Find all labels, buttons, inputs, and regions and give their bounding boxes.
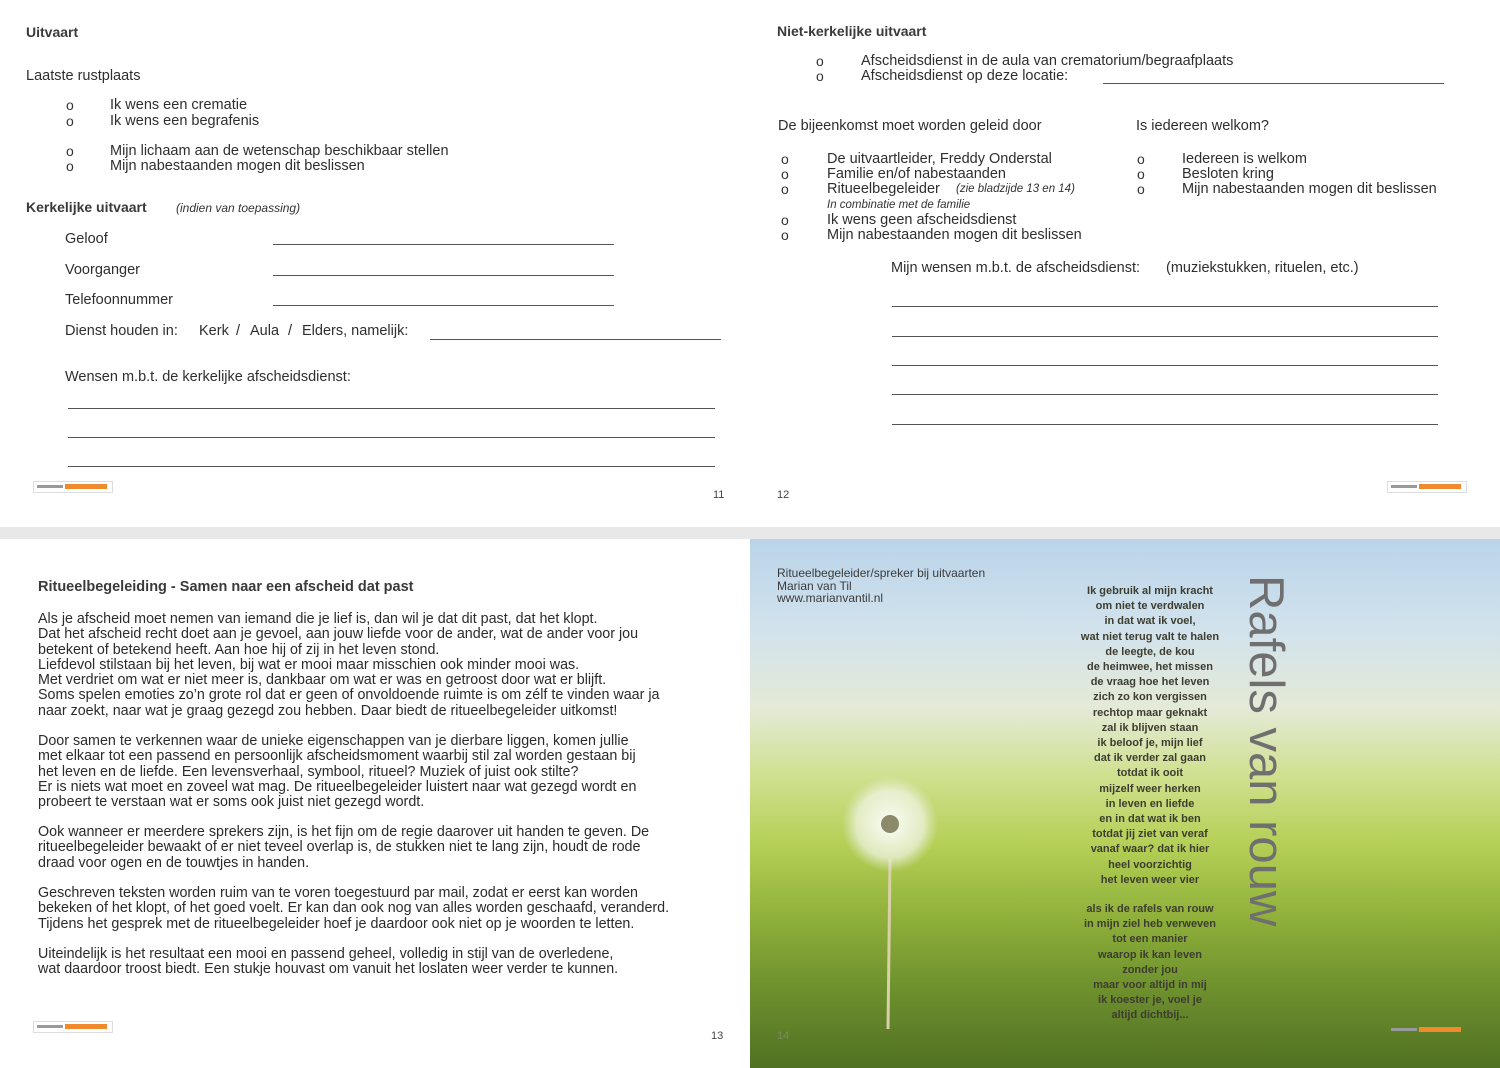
poem-line: heel voorzichtig [1108,858,1192,871]
voorganger-label: Voorganger [65,262,140,278]
poem-line: ik koester je, voel je [1098,994,1202,1007]
option-crematie: Ik wens een crematie [110,97,248,113]
text-line: Er is niets wat moet en zoveel wat mag. De ritueelbegeleider luistert naar wat gezegd wordt en [38,778,637,795]
option-begrafenis: Ik wens een begrafenis [110,113,260,129]
poem-stanza-2 [1070,902,1230,1024]
text-line: Liefdevol stilstaan bij het leven, bij wat er mooi maar misschien ook minder mooi was. [38,656,580,673]
poem-line: tot een manier [1112,933,1188,946]
geloof-field[interactable] [273,244,614,245]
text-line: Met verdriet om wat er niet meer is, dankbaar om wat er was en getroost door wat er blijft. [38,672,607,689]
wensen-line[interactable] [68,408,715,409]
option-bullet[interactable]: o [66,113,74,129]
wensen-line[interactable] [892,365,1438,366]
text-line: Als je afscheid moet nemen van iemand die je lief is, dan wil je dat dit past, dat het klopt. [38,611,598,627]
kerk-title: Kerkelijke uitvaart [26,199,147,215]
dienst-elders[interactable]: Elders, namelijk: [302,323,409,339]
poem-line: waarop ik kan leven [1098,948,1202,961]
text-line: met elkaar tot een passend en persoonlijk afscheidsmoment waarbij stil zal worden gestaan bij [38,748,636,765]
text-line: draad voor ogen en de touwtjes in handen. [38,854,310,871]
poem-line: maar voor altijd in mij [1093,979,1207,992]
poem-stanza-1 [1070,584,1230,888]
text-line: Soms spelen emoties zo’n grote rol dat er geen of onvoldoende ruimte is om zélf te vinden waar ja [38,687,660,704]
text-line: Geschreven teksten worden ruim van te voren toegestuurd par mail, zodat er eerst kan worden [38,885,638,901]
poem-line: altijd dichtbij... [1111,1009,1189,1022]
option-ritueelbegeleider: Ritueelbegeleider [827,181,940,197]
brand-logo [1387,481,1467,493]
poem-line: en in dat wat ik ben [1099,813,1201,826]
page-11 [0,0,750,527]
poem-line: wat niet terug valt te halen [1080,630,1220,643]
geleid-label: De bijeenkomst moet worden geleid door [778,118,1042,134]
option-bullet[interactable]: o [1137,151,1145,167]
option-familie: Familie en/of nabestaanden [827,166,1006,182]
wensen-line[interactable] [892,394,1438,395]
option-bullet[interactable]: o [66,143,74,159]
option-bullet[interactable]: o [781,212,789,228]
option-bullet[interactable]: o [66,97,74,113]
geloof-label: Geloof [65,231,108,247]
text-line: Uiteindelijk is het resultaat een mooi en passend geheel, volledig in stijl van de overledene, [38,946,614,962]
poem-title-vertical [1236,575,1296,975]
poem-line: zal ik blijven staan [1101,721,1199,734]
poem-line: de vraag hoe het leven [1090,676,1210,689]
wensen-line[interactable] [68,437,715,438]
text-line: naar zoekt, naar wat je graag gezegd zou hebben. Daar biedt de ritueelbegeleider uitkomst! [38,702,618,719]
option-geen-dienst: Ik wens geen afscheidsdienst [827,212,1017,228]
option-bullet[interactable]: o [816,53,824,69]
poem-line: vanaf waar? dat ik hier [1090,843,1210,856]
option-iedereen: Iedereen is welkom [1182,151,1307,167]
dienst-aula[interactable]: Aula [250,323,280,339]
poem-line: mijzelf weer herken [1099,782,1201,795]
text-line: Ook wanneer er meerdere sprekers zijn, is het fijn om de regie daarover uit handen te geven. De [38,824,650,840]
text-line: bekeken of het klopt, of het goed voelt. Er kan dan ook nog van alles worden geschaafd, veranderd. [38,900,670,917]
paragraph-2 [38,734,738,810]
poem-line: het leven weer vier [1100,873,1200,886]
option-bullet[interactable]: o [781,227,789,243]
page-12 [750,0,1500,527]
option-nabestaanden-welkom: Mijn nabestaanden mogen dit beslissen [1182,181,1437,197]
option-bullet[interactable]: o [1137,166,1145,182]
combinatie-note: In combinatie met de familie [827,199,971,211]
option-bullet[interactable]: o [781,151,789,167]
text-line: Tijdens het gesprek met de ritueelbegeleider hoef je daardoor ook niet op je woorden te letten. [38,915,635,932]
wensen-line[interactable] [892,424,1438,425]
text-line: probeert te verstaan wat er soms ook juist niet gezegd wordt. [38,794,425,811]
page-number: 14 [777,1030,790,1042]
text-line: Door samen te verkennen waar de unieke eigenschappen van je dierbare liggen, komen jullie [38,733,629,749]
wensen-label: Mijn wensen m.b.t. de afscheidsdienst: [891,260,1141,276]
locatie-field[interactable] [1103,83,1444,84]
wensen-line[interactable] [892,336,1438,337]
section-title: Uitvaart [26,24,79,40]
section-title: Niet-kerkelijke uitvaart [777,23,927,39]
wensen-line[interactable] [892,306,1438,307]
brand-logo [1387,1024,1467,1036]
brand-logo [33,481,113,493]
wensen-label: Wensen m.b.t. de kerkelijke afscheidsdienst: [65,369,351,385]
option-bullet[interactable]: o [781,181,789,197]
option-bullet[interactable]: o [781,166,789,182]
kerk-note: (indien van toepassing) [176,201,301,215]
dienst-separator: / [236,323,241,339]
credit-name: Marian van Til [777,578,852,593]
poem-line: in dat wat ik voel, [1104,615,1196,628]
paragraph-5 [38,947,738,978]
dienst-kerk[interactable]: Kerk [199,323,229,339]
option-aula: Afscheidsdienst in de aula van crematorium/begraafplaats [861,53,1234,69]
poem-line: in leven en liefde [1105,797,1195,810]
option-bullet[interactable]: o [1137,181,1145,197]
option-bullet[interactable]: o [66,158,74,174]
dienst-label: Dienst houden in: [65,323,178,339]
page-13 [0,539,750,1068]
poem-line: om niet te verdwalen [1095,600,1205,613]
ritueel-note: (zie bladzijde 13 en 14) [956,183,1075,195]
paragraph-1 [38,612,738,719]
option-besloten: Besloten kring [1182,166,1274,182]
option-bullet[interactable]: o [816,68,824,84]
credit-url[interactable]: www.marianvantil.nl [777,591,884,605]
option-locatie: Afscheidsdienst op deze locatie: [861,68,1069,84]
poem-line: zich zo kon vergissen [1093,691,1207,704]
voorganger-field[interactable] [273,275,614,276]
poem-line: als ik de rafels van rouw [1086,903,1214,915]
page-number: 13 [711,1030,724,1042]
welkom-label: Is iedereen welkom? [1136,118,1269,134]
poem-line: ik beloof je, mijn lief [1097,737,1203,750]
option-nabestaanden: Mijn nabestaanden mogen dit beslissen [827,227,1082,243]
poem-line: zonder jou [1122,963,1178,976]
brand-logo [33,1021,113,1033]
telefoon-label: Telefoonnummer [65,292,173,308]
rustplaats-label: Laatste rustplaats [26,68,141,84]
text-line: betekent of betekend heeft. Aan hoe hij of zij in het leven stond. [38,641,440,658]
elders-field[interactable] [430,339,721,340]
poem-line: rechtop maar geknakt [1092,706,1208,719]
telefoon-field[interactable] [273,305,614,306]
option-wetenschap: Mijn lichaam aan de wetenschap beschikbaar stellen [110,143,449,159]
section-title: Ritueelbegeleiding - Samen naar een afscheid dat past [38,579,414,595]
text-line: ritueelbegeleider bewaakt of er niet teveel overlap is, de stukken niet te lang zijn, houdt de rode [38,839,641,856]
poem-title: Rafels van rouw [1239,575,1293,927]
wensen-line[interactable] [68,466,715,467]
text-line: Dat het afscheid recht doet aan je gevoel, aan jouw liefde voor de ander, wat de ander voor jou [38,626,639,643]
text-line: het leven en de liefde. Een levensverhaal, symbool, ritueel? Muziek of juist ook stilte? [38,763,579,780]
poem-line: in mijn ziel heb verweven [1083,918,1217,931]
poem-line: Ik gebruik al mijn kracht [1087,585,1213,597]
poem-line: totdat ik ooit [1117,767,1183,780]
poem-line: de leegte, de kou [1105,645,1195,658]
paragraph-3 [38,825,738,871]
text-line: wat daardoor troost biedt. Een stukje houvast om vanuit het loslaten weer verder te kunnen. [38,961,619,978]
poem-line: dat ik verder zal gaan [1094,752,1206,765]
wensen-note: (muziekstukken, rituelen, etc.) [1166,260,1359,276]
dienst-separator: / [288,323,293,339]
option-uitvaartleider: De uitvaartleider, Freddy Onderstal [827,151,1052,167]
page-number: 11 [713,489,725,501]
page-number: 12 [777,489,790,501]
poem-line: totdat jij ziet van veraf [1092,828,1208,841]
option-nabestaanden: Mijn nabestaanden mogen dit beslissen [110,158,365,174]
paragraph-4 [38,886,738,932]
poem-line: de heimwee, het missen [1087,661,1213,674]
credit-role: Ritueelbegeleider/spreker bij uitvaarten [777,566,986,580]
credit-block [777,567,985,605]
